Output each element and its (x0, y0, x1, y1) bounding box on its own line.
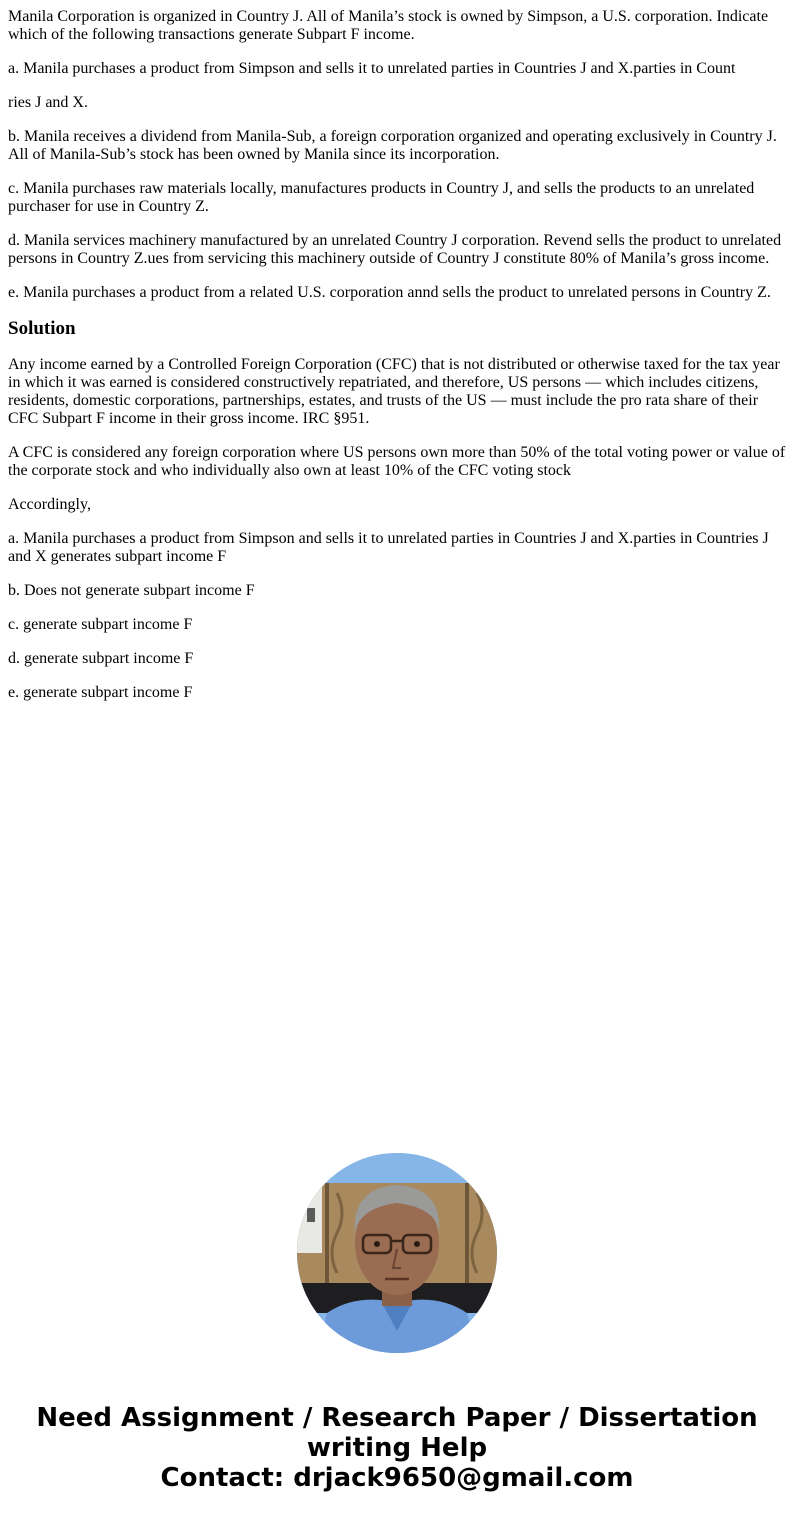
promo-line-writing-help: writing Help (306, 1433, 488, 1463)
promo-line-assignment-help: Need Assignment / Research Paper / Dissertation (36, 1403, 758, 1433)
answer-c: c. generate subpart income F (8, 616, 193, 633)
answer-e: e. generate subpart income F (8, 684, 193, 701)
question-item-d: d. Manila services machinery manufactured by an unrelated Country J corporation. Revend sells the product to unrelated persons in Country Z.ues from servicing this machinery outside of Country J constitute 80% of Manila’s gross income. (8, 232, 782, 267)
answer-b: b. Does not generate subpart income F (8, 582, 255, 599)
question-intro: Manila Corporation is organized in Country J. All of Manila’s stock is owned by Simpson, a U.S. corporation. Indicate which of the following transactions generate Subpart F income. (8, 8, 769, 43)
promo-contact-email: Contact: drjack9650@gmail.com (160, 1463, 634, 1493)
document-body (0, 0, 794, 702)
question-item-b: b. Manila receives a dividend from Manila-Sub, a foreign corporation organized and operating exclusively in Country J. All of Manila-Sub’s stock has been owned by Manila since its incorporation. (8, 128, 777, 163)
question-item-a-continued: ries J and X. (8, 94, 88, 111)
person-photo-icon (297, 1153, 497, 1353)
avatar (297, 1153, 497, 1353)
question-item-e: e. Manila purchases a product from a related U.S. corporation annd sells the product to unrelated persons in Country Z. (8, 284, 771, 301)
question-item-a: a. Manila purchases a product from Simpson and sells it to unrelated parties in Countries J and X.parties in Count (8, 60, 736, 77)
solution-paragraph-cfc-definition: A CFC is considered any foreign corporation where US persons own more than 50% of the total voting power or value of the corporate stock and who individually also own at least 10% of the CFC voting stock (8, 444, 786, 479)
solution-heading: Solution (8, 318, 76, 339)
answer-a: a. Manila purchases a product from Simpson and sells it to unrelated parties in Countries J and X.parties in Countries J and X generates subpart income F (8, 530, 769, 565)
question-item-c: c. Manila purchases raw materials locally, manufactures products in Country J, and sells the products to an unrelated purchaser for use in Country Z. (8, 180, 755, 215)
solution-paragraph-cfc-income: Any income earned by a Controlled Foreign Corporation (CFC) that is not distributed or otherwise taxed for the tax year in which it was earned is considered constructively repatriated, and therefore, US persons — which includes citizens, residents, domestic corporations, partnerships, estates, and trusts of the US — must include the pro rata share of their CFC Subpart F income in their gross income. IRC §951. (8, 356, 780, 427)
solution-paragraph-accordingly: Accordingly, (8, 496, 91, 513)
promo-banner (0, 1403, 794, 1493)
answer-d: d. generate subpart income F (8, 650, 194, 667)
